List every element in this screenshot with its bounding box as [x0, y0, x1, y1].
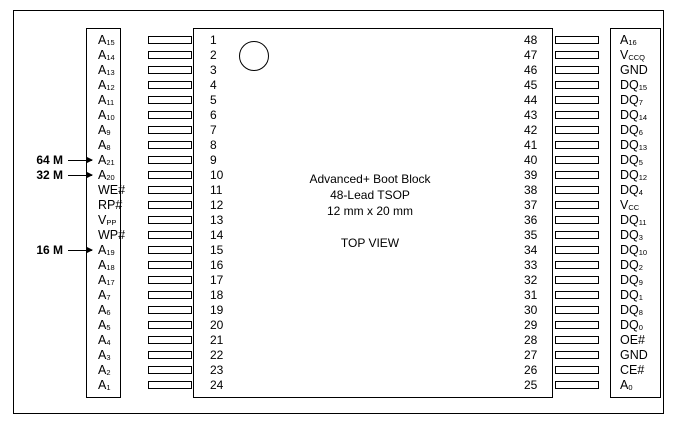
right-signal-label: GND	[620, 63, 648, 77]
right-signal-label: $DQ_2$	[620, 258, 643, 272]
right-signal-label: $DQ_{15}$	[620, 78, 648, 92]
left-pin	[148, 51, 192, 59]
left-signal-label: $A_6$	[98, 303, 111, 317]
left-pin-number: 4	[210, 78, 217, 92]
right-pin-number: 42	[524, 123, 538, 137]
left-signal-label: $A_{21}$	[98, 153, 115, 167]
pin1-notch-icon	[239, 41, 269, 71]
left-pin-number: 2	[210, 48, 217, 62]
right-pin-number: 43	[524, 108, 538, 122]
left-pin	[148, 291, 192, 299]
right-pin	[555, 351, 599, 359]
right-signal-label: $DQ_5$	[620, 153, 643, 167]
right-signal-label: $DQ_9$	[620, 273, 643, 287]
right-pin-number: 40	[524, 153, 538, 167]
right-signal-label: $DQ_8$	[620, 303, 643, 317]
right-pin	[555, 381, 599, 389]
right-pin	[555, 261, 599, 269]
left-signal-label: $A_3$	[98, 348, 111, 362]
left-pin-number: 14	[210, 228, 224, 242]
density-marker-label: 32 M	[36, 168, 63, 182]
right-pin	[555, 111, 599, 119]
right-signal-label: CE#	[620, 363, 645, 377]
right-pin	[555, 216, 599, 224]
left-pin-number: 12	[210, 198, 224, 212]
left-pin	[148, 336, 192, 344]
right-pin	[555, 306, 599, 314]
right-pin	[555, 276, 599, 284]
left-pin-number: 19	[210, 303, 224, 317]
left-signal-label: $A_5$	[98, 318, 111, 332]
left-pin	[148, 156, 192, 164]
right-pin	[555, 51, 599, 59]
right-pin-number: 33	[524, 258, 538, 272]
left-signal-label: $A_{20}$	[98, 168, 115, 182]
right-signal-label: GND	[620, 348, 648, 362]
left-pin-number: 24	[210, 378, 224, 392]
right-pin	[555, 66, 599, 74]
right-pin	[555, 156, 599, 164]
right-pin	[555, 171, 599, 179]
left-pin	[148, 381, 192, 389]
right-signal-label: $DQ_{12}$	[620, 168, 648, 182]
left-pin-number: 21	[210, 333, 224, 347]
right-pin-number: 45	[524, 78, 538, 92]
right-signal-label: $DQ_1$	[620, 288, 643, 302]
right-pin	[555, 186, 599, 194]
left-pin-number: 17	[210, 273, 224, 287]
left-signal-label: WE#	[98, 183, 126, 197]
right-pin-number: 30	[524, 303, 538, 317]
left-pin	[148, 201, 192, 209]
density-marker-label: 16 M	[36, 243, 63, 257]
right-pin-number: 38	[524, 183, 538, 197]
left-pin-number: 10	[210, 168, 224, 182]
left-pin-number: 20	[210, 318, 224, 332]
left-pin-number: 11	[210, 183, 223, 197]
right-pin-number: 34	[524, 243, 538, 257]
density-marker-label: 64 M	[36, 153, 63, 167]
left-pin-number: 8	[210, 138, 217, 152]
right-pin-number: 47	[524, 48, 538, 62]
right-pin	[555, 291, 599, 299]
right-signal-label: $V_{CC}$	[620, 198, 640, 212]
left-pin	[148, 351, 192, 359]
left-pin-number: 16	[210, 258, 224, 272]
arrow-right-icon	[68, 175, 92, 176]
right-pin	[555, 96, 599, 104]
right-pin	[555, 126, 599, 134]
left-signal-label: $A_9$	[98, 123, 111, 137]
right-signal-label: $A_0$	[620, 378, 633, 392]
right-signal-label: $DQ_4$	[620, 183, 643, 197]
right-signal-label: $DQ_{11}$	[620, 213, 647, 227]
right-signal-label: $DQ_{14}$	[620, 108, 648, 122]
left-signal-label: $V_{PP}$	[98, 213, 117, 227]
left-pin	[148, 276, 192, 284]
left-pin	[148, 171, 192, 179]
right-pin	[555, 366, 599, 374]
left-pin-number: 5	[210, 93, 217, 107]
right-pin-number: 27	[524, 348, 538, 362]
left-pin	[148, 66, 192, 74]
right-pin-number: 31	[524, 288, 538, 302]
left-signal-label: $A_{15}$	[98, 33, 115, 47]
left-signal-label: $A_{12}$	[98, 78, 115, 92]
left-pin-number: 3	[210, 63, 217, 77]
left-signal-label: $A_{10}$	[98, 108, 115, 122]
left-signal-label: $A_{18}$	[98, 258, 115, 272]
right-signal-label: $V_{CCQ}$	[620, 48, 646, 62]
chip-view-label: TOP VIEW	[340, 236, 400, 250]
right-pin	[555, 246, 599, 254]
right-signal-label: $DQ_{13}$	[620, 138, 648, 152]
left-signal-label: $A_1$	[98, 378, 111, 392]
left-pin-number: 13	[210, 213, 224, 227]
right-pin-number: 32	[524, 273, 538, 287]
right-pin-number: 28	[524, 333, 538, 347]
right-pin	[555, 201, 599, 209]
left-pin	[148, 126, 192, 134]
left-pin	[148, 111, 192, 119]
right-signal-label: $DQ_0$	[620, 318, 643, 332]
left-signal-label: $A_{14}$	[98, 48, 115, 62]
right-pin	[555, 81, 599, 89]
left-signal-label: $A_{19}$	[98, 243, 115, 257]
left-signal-label: $A_8$	[98, 138, 111, 152]
right-pin-number: 36	[524, 213, 538, 227]
right-pin-number: 44	[524, 93, 538, 107]
right-signal-label: OE#	[620, 333, 646, 347]
right-pin-number: 39	[524, 168, 538, 182]
left-pin	[148, 186, 192, 194]
left-pin	[148, 81, 192, 89]
right-pin-number: 26	[524, 363, 538, 377]
right-signal-label: $DQ_{10}$	[620, 243, 648, 257]
right-pin	[555, 36, 599, 44]
right-pin-number: 29	[524, 318, 538, 332]
right-pin	[555, 231, 599, 239]
left-pin	[148, 36, 192, 44]
arrow-right-icon	[68, 160, 92, 161]
right-pin-number: 46	[524, 63, 538, 77]
right-signal-label: $A_{16}$	[620, 33, 637, 47]
left-pin-number: 1	[210, 33, 217, 47]
left-pin	[148, 96, 192, 104]
left-signal-label: $A_{17}$	[98, 273, 115, 287]
right-pin	[555, 141, 599, 149]
left-pin	[148, 141, 192, 149]
left-signal-label: WP#	[98, 228, 126, 242]
chip-package: 48-Lead TSOP	[330, 188, 410, 202]
right-pin-number: 25	[524, 378, 538, 392]
left-pin-number: 22	[210, 348, 224, 362]
left-pin	[148, 231, 192, 239]
left-signal-label: $A_{11}$	[98, 93, 115, 107]
right-signal-label: $DQ_7$	[620, 93, 643, 107]
left-pin-number: 23	[210, 363, 224, 377]
left-signal-label: $A_2$	[98, 363, 111, 377]
left-pin-number: 18	[210, 288, 224, 302]
left-pin-number: 9	[210, 153, 217, 167]
left-pin	[148, 366, 192, 374]
left-pin-number: 7	[210, 123, 217, 137]
right-pin-number: 48	[524, 33, 538, 47]
left-signal-label: $A_7$	[98, 288, 111, 302]
left-pin-number: 15	[210, 243, 224, 257]
right-pin-number: 37	[524, 198, 538, 212]
left-signal-label: RP#	[98, 198, 123, 212]
left-signal-label: $A_{13}$	[98, 63, 115, 77]
chip-size: 12 mm x 20 mm	[326, 204, 413, 218]
left-pin	[148, 246, 192, 254]
left-pin	[148, 306, 192, 314]
right-signal-label: $DQ_3$	[620, 228, 643, 242]
right-pin-number: 41	[524, 138, 538, 152]
right-pin-number: 35	[524, 228, 538, 242]
right-signal-label: $DQ_6$	[620, 123, 643, 137]
right-pin	[555, 321, 599, 329]
left-signal-label: $A_4$	[98, 333, 111, 347]
left-pin-number: 6	[210, 108, 217, 122]
left-pin	[148, 321, 192, 329]
arrow-right-icon	[68, 250, 92, 251]
left-pin	[148, 261, 192, 269]
right-pin	[555, 336, 599, 344]
left-pin	[148, 216, 192, 224]
chip-title: Advanced+ Boot Block	[309, 172, 431, 186]
